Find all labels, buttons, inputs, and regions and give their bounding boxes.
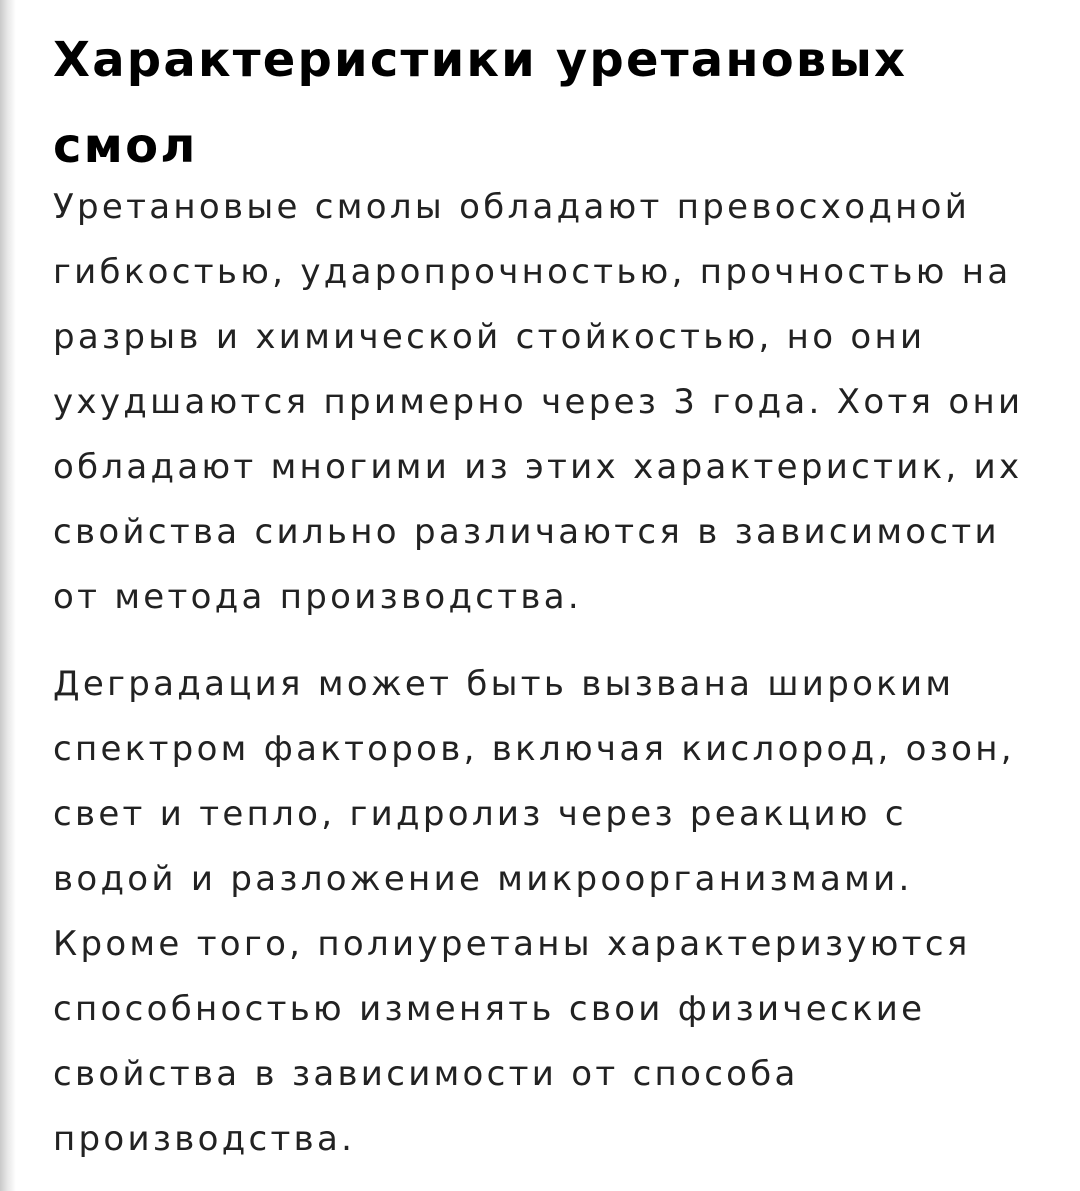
paragraph-degradation: Деградация может быть вызвана широким спектром факторов, включая кислород, озон, свет и тепло, гидролиз через реакцию с водой и разложение микроорганизмами. Кроме того, полиуретаны характеризуются способностью изменять свои физические свойства в зависимости от способа производства. [53,664,1015,1159]
article-title: Характеристики уретановых смол [53,32,908,174]
article [53,0,1053,1172]
paragraph-properties: Уретановые смолы обладают превосходной гибкостью, ударопрочностью, прочностью на разрыв и химической стойкостью, но они ухудшаются примерно через 3 года. Хотя они обладают многими из этих характеристик, их свойства сильно различаются в зависимости от метода производства. [53,187,1024,617]
left-edge-shadow [0,0,16,1191]
